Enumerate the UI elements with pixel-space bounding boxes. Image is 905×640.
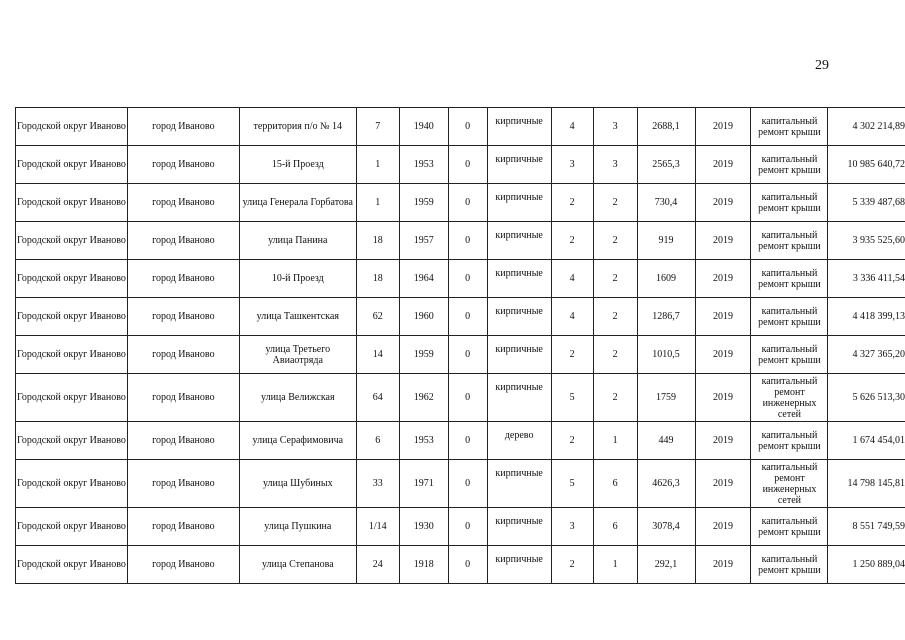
cell-entrances: 1 [593, 546, 637, 584]
cell-street: улица Велижская [239, 374, 356, 422]
cell-work-type: капитальный ремонт крыши [751, 184, 828, 222]
cell-entrances: 2 [593, 298, 637, 336]
cell-wall-material: кирпичные [487, 374, 551, 422]
cell-work-type: капитальный ремонт крыши [751, 298, 828, 336]
table-row [16, 546, 905, 584]
cell-floors: 5 [551, 460, 593, 508]
cell-work-type: капитальный ремонт крыши [751, 146, 828, 184]
cell-build-year: 1940 [399, 108, 448, 146]
cell-wall-material: кирпичные [487, 298, 551, 336]
cell-entrances: 2 [593, 336, 637, 374]
cell-build-year: 1964 [399, 260, 448, 298]
cell-street: 15-й Проезд [239, 146, 356, 184]
cell-wall-material: кирпичные [487, 146, 551, 184]
cell-district: Городской округ Иваново [16, 508, 128, 546]
cell-amount: 8 551 749,59 [828, 508, 905, 546]
cell-zero: 0 [448, 422, 487, 460]
cell-build-year: 1959 [399, 184, 448, 222]
cell-street: улица Третьего Авиаотряда [239, 336, 356, 374]
cell-amount: 3 935 525,60 [828, 222, 905, 260]
cell-district: Городской округ Иваново [16, 546, 128, 584]
cell-city: город Иваново [127, 146, 239, 184]
cell-city: город Иваново [127, 298, 239, 336]
cell-district: Городской округ Иваново [16, 422, 128, 460]
cell-plan-year: 2019 [695, 336, 751, 374]
cell-house-number: 1/14 [356, 508, 399, 546]
cell-floors: 4 [551, 298, 593, 336]
cell-amount: 4 327 365,20 [828, 336, 905, 374]
cell-entrances: 6 [593, 460, 637, 508]
cell-floors: 3 [551, 146, 593, 184]
cell-build-year: 1971 [399, 460, 448, 508]
cell-wall-material: кирпичные [487, 184, 551, 222]
cell-house-number: 64 [356, 374, 399, 422]
table-row [16, 374, 905, 422]
cell-wall-material: дерево [487, 422, 551, 460]
cell-city: город Иваново [127, 108, 239, 146]
table-row [16, 298, 905, 336]
cell-city: город Иваново [127, 422, 239, 460]
cell-zero: 0 [448, 460, 487, 508]
cell-district: Городской округ Иваново [16, 108, 128, 146]
cell-build-year: 1930 [399, 508, 448, 546]
cell-house-number: 7 [356, 108, 399, 146]
cell-zero: 0 [448, 298, 487, 336]
cell-plan-year: 2019 [695, 374, 751, 422]
cell-build-year: 1962 [399, 374, 448, 422]
page-number: 29 [815, 58, 829, 73]
cell-entrances: 6 [593, 508, 637, 546]
cell-amount: 14 798 145,81 [828, 460, 905, 508]
cell-city: город Иваново [127, 374, 239, 422]
cell-amount: 1 250 889,04 [828, 546, 905, 584]
cell-work-type: капитальный ремонт крыши [751, 222, 828, 260]
cell-entrances: 2 [593, 260, 637, 298]
table-row [16, 460, 905, 508]
cell-build-year: 1953 [399, 422, 448, 460]
cell-plan-year: 2019 [695, 546, 751, 584]
cell-floors: 2 [551, 336, 593, 374]
cell-house-number: 1 [356, 184, 399, 222]
cell-wall-material: кирпичные [487, 336, 551, 374]
cell-city: город Иваново [127, 184, 239, 222]
cell-floors: 2 [551, 546, 593, 584]
cell-entrances: 1 [593, 422, 637, 460]
cell-work-type: капитальный ремонт крыши [751, 422, 828, 460]
table-body [16, 108, 905, 584]
cell-house-number: 6 [356, 422, 399, 460]
cell-wall-material: кирпичные [487, 508, 551, 546]
cell-zero: 0 [448, 260, 487, 298]
cell-street: улица Генерала Горбатова [239, 184, 356, 222]
cell-house-number: 14 [356, 336, 399, 374]
table-row [16, 146, 905, 184]
cell-house-number: 33 [356, 460, 399, 508]
cell-zero: 0 [448, 508, 487, 546]
cell-entrances: 3 [593, 146, 637, 184]
cell-street: улица Степанова [239, 546, 356, 584]
cell-area: 449 [637, 422, 695, 460]
cell-area: 3078,4 [637, 508, 695, 546]
cell-district: Городской округ Иваново [16, 298, 128, 336]
cell-area: 4626,3 [637, 460, 695, 508]
cell-city: город Иваново [127, 260, 239, 298]
cell-area: 919 [637, 222, 695, 260]
cell-street: 10-й Проезд [239, 260, 356, 298]
table-row [16, 184, 905, 222]
cell-district: Городской округ Иваново [16, 460, 128, 508]
cell-zero: 0 [448, 374, 487, 422]
cell-amount: 4 302 214,89 [828, 108, 905, 146]
cell-street: улица Ташкентская [239, 298, 356, 336]
housing-repair-table [15, 107, 905, 584]
cell-amount: 5 626 513,30 [828, 374, 905, 422]
cell-wall-material: кирпичные [487, 546, 551, 584]
cell-city: город Иваново [127, 508, 239, 546]
cell-zero: 0 [448, 146, 487, 184]
cell-amount: 5 339 487,68 [828, 184, 905, 222]
cell-plan-year: 2019 [695, 108, 751, 146]
cell-city: город Иваново [127, 460, 239, 508]
cell-work-type: капитальный ремонт крыши [751, 336, 828, 374]
cell-entrances: 3 [593, 108, 637, 146]
cell-area: 1609 [637, 260, 695, 298]
cell-area: 1286,7 [637, 298, 695, 336]
cell-house-number: 1 [356, 146, 399, 184]
cell-wall-material: кирпичные [487, 260, 551, 298]
cell-build-year: 1959 [399, 336, 448, 374]
cell-floors: 2 [551, 422, 593, 460]
cell-street: улица Пушкина [239, 508, 356, 546]
cell-wall-material: кирпичные [487, 460, 551, 508]
cell-house-number: 18 [356, 260, 399, 298]
cell-plan-year: 2019 [695, 298, 751, 336]
cell-street: улица Панина [239, 222, 356, 260]
cell-floors: 3 [551, 508, 593, 546]
cell-work-type: капитальный ремонт крыши [751, 508, 828, 546]
cell-plan-year: 2019 [695, 184, 751, 222]
cell-plan-year: 2019 [695, 222, 751, 260]
cell-plan-year: 2019 [695, 508, 751, 546]
cell-build-year: 1953 [399, 146, 448, 184]
cell-work-type: капитальный ремонт крыши [751, 260, 828, 298]
cell-plan-year: 2019 [695, 422, 751, 460]
cell-house-number: 62 [356, 298, 399, 336]
cell-amount: 10 985 640,72 [828, 146, 905, 184]
cell-district: Городской округ Иваново [16, 260, 128, 298]
cell-city: город Иваново [127, 546, 239, 584]
cell-entrances: 2 [593, 374, 637, 422]
cell-street: территория п/о № 14 [239, 108, 356, 146]
table-row [16, 108, 905, 146]
cell-entrances: 2 [593, 222, 637, 260]
cell-city: город Иваново [127, 222, 239, 260]
table-row [16, 422, 905, 460]
table-row [16, 260, 905, 298]
cell-zero: 0 [448, 108, 487, 146]
cell-floors: 2 [551, 222, 593, 260]
cell-work-type: капитальный ремонт крыши [751, 108, 828, 146]
cell-work-type: капитальный ремонт инженерных сетей [751, 374, 828, 422]
cell-zero: 0 [448, 336, 487, 374]
cell-street: улица Серафимовича [239, 422, 356, 460]
cell-work-type: капитальный ремонт крыши [751, 546, 828, 584]
cell-street: улица Шубиных [239, 460, 356, 508]
cell-area: 1010,5 [637, 336, 695, 374]
cell-city: город Иваново [127, 336, 239, 374]
cell-plan-year: 2019 [695, 460, 751, 508]
cell-build-year: 1960 [399, 298, 448, 336]
cell-amount: 3 336 411,54 [828, 260, 905, 298]
cell-amount: 4 418 399,13 [828, 298, 905, 336]
cell-build-year: 1918 [399, 546, 448, 584]
cell-house-number: 18 [356, 222, 399, 260]
table-row [16, 222, 905, 260]
cell-entrances: 2 [593, 184, 637, 222]
cell-zero: 0 [448, 546, 487, 584]
table-row [16, 508, 905, 546]
cell-work-type: капитальный ремонт инженерных сетей [751, 460, 828, 508]
cell-floors: 5 [551, 374, 593, 422]
cell-area: 2565,3 [637, 146, 695, 184]
cell-floors: 2 [551, 184, 593, 222]
cell-district: Городской округ Иваново [16, 222, 128, 260]
cell-district: Городской округ Иваново [16, 184, 128, 222]
cell-floors: 4 [551, 260, 593, 298]
cell-area: 2688,1 [637, 108, 695, 146]
table-row [16, 336, 905, 374]
cell-district: Городской округ Иваново [16, 146, 128, 184]
cell-zero: 0 [448, 184, 487, 222]
cell-plan-year: 2019 [695, 260, 751, 298]
cell-wall-material: кирпичные [487, 108, 551, 146]
cell-house-number: 24 [356, 546, 399, 584]
cell-plan-year: 2019 [695, 146, 751, 184]
cell-floors: 4 [551, 108, 593, 146]
cell-district: Городской округ Иваново [16, 374, 128, 422]
cell-amount: 1 674 454,01 [828, 422, 905, 460]
cell-zero: 0 [448, 222, 487, 260]
cell-build-year: 1957 [399, 222, 448, 260]
cell-area: 730,4 [637, 184, 695, 222]
cell-district: Городской округ Иваново [16, 336, 128, 374]
cell-wall-material: кирпичные [487, 222, 551, 260]
cell-area: 292,1 [637, 546, 695, 584]
cell-area: 1759 [637, 374, 695, 422]
